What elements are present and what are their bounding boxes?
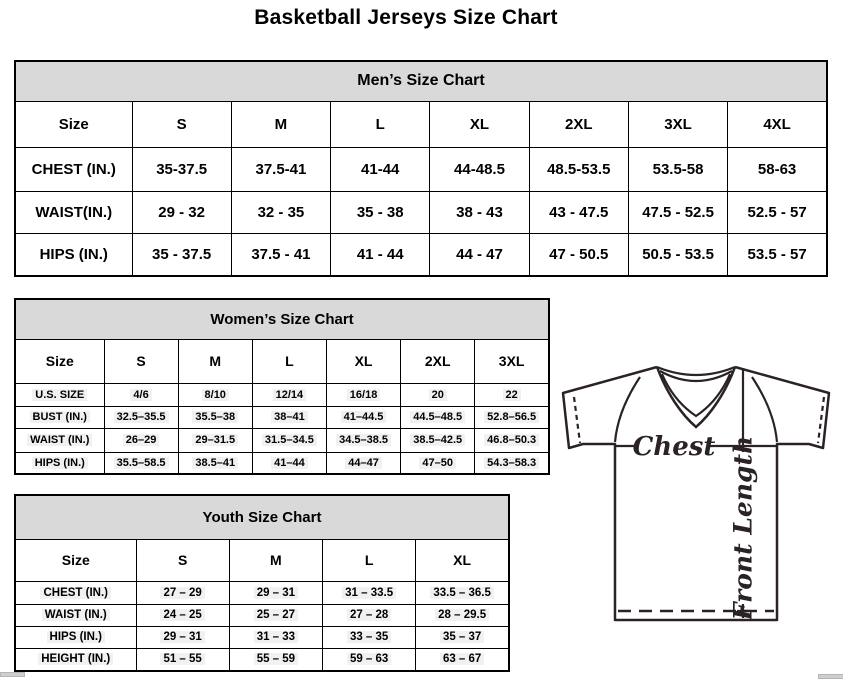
size-cell: 51 – 55 (136, 648, 229, 671)
size-cell: 35 - 38 (331, 191, 430, 233)
size-cell: 33.5 – 36.5 (416, 581, 509, 604)
size-cell: 25 – 27 (229, 604, 322, 626)
col-header: 2XL (401, 339, 475, 383)
col-header: 4XL (728, 101, 827, 147)
table-row (15, 428, 549, 452)
col-header: S (136, 539, 229, 581)
row-label: HEIGHT (IN.) (15, 648, 136, 671)
size-cell: 52.8–56.5 (475, 406, 549, 428)
table-row (15, 147, 827, 191)
size-cell: 53.5-58 (628, 147, 727, 191)
col-header: 2XL (529, 101, 628, 147)
table-row (15, 626, 509, 648)
size-cell: 41-44 (331, 147, 430, 191)
mens-size-chart-table (14, 60, 828, 277)
table-row (15, 581, 509, 604)
col-header: Size (15, 101, 132, 147)
scrollbar-fragment-left[interactable] (0, 672, 25, 677)
col-header: XL (430, 101, 529, 147)
size-cell: 38 - 43 (430, 191, 529, 233)
size-cell: 28 – 29.5 (416, 604, 509, 626)
size-cell: 35 – 37 (416, 626, 509, 648)
jersey-outline (563, 367, 829, 620)
size-cell: 8/10 (178, 383, 252, 406)
mens-header-row (15, 101, 827, 147)
size-cell: 22 (475, 383, 549, 406)
size-cell: 29–31.5 (178, 428, 252, 452)
size-cell: 32.5–35.5 (104, 406, 178, 428)
row-label: BUST (IN.) (15, 406, 104, 428)
size-cell: 41–44.5 (326, 406, 400, 428)
col-header: Size (15, 339, 104, 383)
size-cell: 37.5-41 (231, 147, 330, 191)
size-cell: 4/6 (104, 383, 178, 406)
col-header: M (178, 339, 252, 383)
table-row (15, 452, 549, 474)
col-header: XL (326, 339, 400, 383)
size-cell: 35.5–58.5 (104, 452, 178, 474)
size-cell: 27 – 29 (136, 581, 229, 604)
col-header: M (229, 539, 322, 581)
womens-chart-title: Women’s Size Chart (15, 299, 549, 339)
row-label: HIPS (IN.) (15, 452, 104, 474)
col-header: Size (15, 539, 136, 581)
size-cell: 53.5 - 57 (728, 233, 827, 276)
womens-header-row (15, 339, 549, 383)
size-cell: 44 - 47 (430, 233, 529, 276)
col-header: M (231, 101, 330, 147)
size-cell: 26–29 (104, 428, 178, 452)
size-cell: 20 (401, 383, 475, 406)
mens-chart-title: Men’s Size Chart (15, 61, 827, 101)
col-header: L (252, 339, 326, 383)
row-label: WAIST (IN.) (15, 604, 136, 626)
size-cell: 37.5 - 41 (231, 233, 330, 276)
size-cell: 54.3–58.3 (475, 452, 549, 474)
size-cell: 29 – 31 (229, 581, 322, 604)
jersey-diagram (556, 356, 842, 630)
size-cell: 32 - 35 (231, 191, 330, 233)
size-cell: 47–50 (401, 452, 475, 474)
row-label: CHEST (IN.) (15, 581, 136, 604)
size-cell: 35.5–38 (178, 406, 252, 428)
chest-label: Chest (632, 432, 716, 462)
table-row (15, 604, 509, 626)
collar-arcs (657, 367, 735, 381)
size-cell: 41 - 44 (331, 233, 430, 276)
youth-size-chart-table (14, 494, 510, 672)
size-cell: 46.8–50.3 (475, 428, 549, 452)
row-label: U.S. SIZE (15, 383, 104, 406)
row-label: WAIST (IN.) (15, 428, 104, 452)
col-header: 3XL (628, 101, 727, 147)
size-cell: 59 – 63 (323, 648, 416, 671)
size-cell: 27 – 28 (323, 604, 416, 626)
size-cell: 34.5–38.5 (326, 428, 400, 452)
col-header: S (104, 339, 178, 383)
size-cell: 35-37.5 (132, 147, 231, 191)
size-cell: 12/14 (252, 383, 326, 406)
youth-chart-title: Youth Size Chart (15, 495, 509, 539)
table-row (15, 233, 827, 276)
size-cell: 41–44 (252, 452, 326, 474)
row-label: CHEST (IN.) (15, 147, 132, 191)
table-row (15, 191, 827, 233)
col-header: 3XL (475, 339, 549, 383)
col-header: S (132, 101, 231, 147)
row-label: WAIST(IN.) (15, 191, 132, 233)
size-cell: 52.5 - 57 (728, 191, 827, 233)
table-row (15, 648, 509, 671)
size-cell: 31 – 33 (229, 626, 322, 648)
table-row (15, 406, 549, 428)
size-cell: 29 - 32 (132, 191, 231, 233)
size-cell: 16/18 (326, 383, 400, 406)
size-cell: 63 – 67 (416, 648, 509, 671)
size-cell: 44-48.5 (430, 147, 529, 191)
size-cell: 31 – 33.5 (323, 581, 416, 604)
size-cell: 33 – 35 (323, 626, 416, 648)
size-cell: 58-63 (728, 147, 827, 191)
youth-header-row (15, 539, 509, 581)
table-row (15, 383, 549, 406)
front-length-label: Front Length (728, 435, 758, 621)
size-cell: 43 - 47.5 (529, 191, 628, 233)
size-cell: 38.5–42.5 (401, 428, 475, 452)
size-cell: 29 – 31 (136, 626, 229, 648)
size-cell: 31.5–34.5 (252, 428, 326, 452)
col-header: L (323, 539, 416, 581)
size-cell: 44–47 (326, 452, 400, 474)
size-cell: 44.5–48.5 (401, 406, 475, 428)
size-cell: 38.5–41 (178, 452, 252, 474)
row-label: HIPS (IN.) (15, 233, 132, 276)
page-title: Basketball Jerseys Size Chart (254, 6, 558, 29)
scrollbar-fragment-right[interactable] (818, 674, 843, 679)
size-cell: 50.5 - 53.5 (628, 233, 727, 276)
size-cell: 35 - 37.5 (132, 233, 231, 276)
size-cell: 47 - 50.5 (529, 233, 628, 276)
row-label: HIPS (IN.) (15, 626, 136, 648)
womens-size-chart-table (14, 298, 550, 475)
col-header: XL (416, 539, 509, 581)
size-cell: 48.5-53.5 (529, 147, 628, 191)
size-cell: 47.5 - 52.5 (628, 191, 727, 233)
size-cell: 55 – 59 (229, 648, 322, 671)
col-header: L (331, 101, 430, 147)
size-cell: 38–41 (252, 406, 326, 428)
size-cell: 24 – 25 (136, 604, 229, 626)
